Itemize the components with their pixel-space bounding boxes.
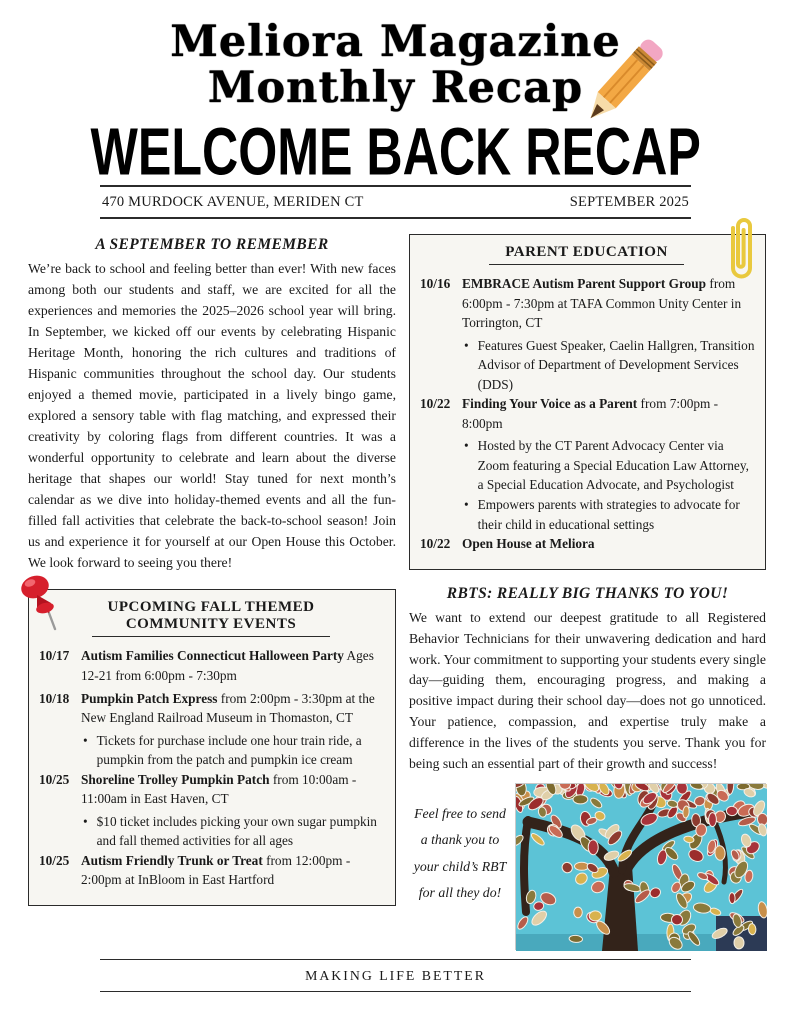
event-bullet [418, 336, 755, 395]
event-body [81, 689, 385, 728]
community-events-box [28, 589, 396, 905]
september-article-body: We’re back to school and feeling better than ever! With new faces among both our students and staff, we are excited for all the experiences and memories the 2025–2026 school year will bring. In September, we kicked off our events by celebrating Hispanic Heritage Month, honoring the rich cultures and traditions of Hispanic communities throughout the school day. Our students enjoyed a themed movie, participated in a lively bingo game, explored a sensory table with flag matching, and expressed their creativity by coloring flags from different countries. It was a wonderful opportunity to celebrate and learn about the diverse heritage that shapes our world! Stay tuned for next month’s calendar as we dive into holiday-themed events and all the fun-filled fall activities that celebrate the back-to-school season! Join us and experience it for yourself at our Open House this October. We look forward to seeing you there! [28, 261, 396, 570]
event-detail: from 2:00pm - 3:30pm at the New England Railroad Museum in Thomaston, CT [81, 690, 375, 726]
event-row [37, 851, 385, 890]
magazine-title-line2: Monthly Recap [207, 62, 584, 113]
event-body [462, 274, 755, 333]
event-date: 10/25 [39, 771, 70, 787]
event-date: 10/17 [39, 648, 70, 664]
event-row [418, 274, 755, 333]
september-article [28, 236, 396, 573]
address-bar [100, 187, 691, 217]
bullet-text: • Hosted by the CT Parent Advocacy Center via Zoom featuring a Special Education Law Attorney, a Special Education Advocate, and Psychologist [477, 438, 749, 493]
event-detail: from 12:00pm - 2:00pm at InBloom in East Hartford [81, 852, 351, 888]
event-text [81, 853, 350, 888]
headline-wrap [0, 115, 791, 190]
footer-tagline: MAKING LIFE BETTER [305, 968, 486, 984]
rbts-article-title: RBTS: REALLY BIG THANKS TO YOU! [446, 584, 729, 602]
event-text [462, 536, 595, 551]
rbt-thankyou-caption: Feel free to send a thank you to your child’s RBT for all they do! [413, 806, 507, 900]
september-article-title: A SEPTEMBER TO REMEMBER [95, 236, 329, 254]
event-title: Pumpkin Patch Express [81, 690, 218, 706]
event-title: EMBRACE Autism Parent Support Group [462, 276, 707, 292]
event-date: 10/25 [39, 852, 70, 868]
event-body [81, 646, 385, 685]
address-text: 470 MURDOCK AVENUE, MERIDEN CT [102, 194, 364, 211]
parent-education-box [409, 234, 766, 569]
bullet-text: • Empowers parents with strategies to advocate for their child in educational settings [477, 497, 740, 532]
event-text [462, 276, 741, 330]
event-title: Open House at Meliora [462, 536, 595, 552]
bullet-text: • $10 ticket includes picking your own sugar pumpkin and fall themed activities for all ages [96, 813, 377, 849]
event-row [418, 394, 755, 433]
magazine-title-line1: Meliora Magazine [170, 17, 621, 67]
event-title: Shoreline Trolley Pumpkin Patch [81, 771, 270, 787]
event-date: 10/18 [39, 690, 70, 706]
community-events-title-line1: UPCOMING FALL THEMED [107, 599, 315, 616]
thankful-tree-photo [515, 783, 766, 950]
footer [100, 959, 691, 992]
event-row [37, 770, 385, 809]
event-bullet [418, 495, 755, 534]
event-row [37, 689, 385, 728]
parent-education-title: PARENT EDUCATION [489, 244, 684, 265]
event-detail: from 10:00am - 11:00am in East Haven, CT [81, 771, 357, 807]
event-row [37, 646, 385, 685]
event-title: Finding Your Voice as a Parent [462, 396, 638, 412]
bullet-text: • Features Guest Speaker, Caelin Hallgren, Transition Advisor of Department of Development Services (DDS) [477, 337, 755, 392]
rbts-article [409, 585, 766, 951]
left-column [28, 234, 396, 950]
event-text [462, 396, 718, 431]
event-body [462, 534, 755, 554]
paperclip-icon [724, 214, 758, 294]
event-body [81, 770, 385, 809]
footer-rule-bottom [100, 991, 691, 992]
event-detail: Ages 12-21 from 6:00pm - 7:30pm [81, 648, 374, 683]
event-date: 10/22 [420, 536, 451, 552]
community-events-title-line2: COMMUNITY EVENTS [125, 616, 297, 633]
event-title: Autism Families Connecticut Halloween Party [81, 648, 344, 664]
event-bullet [418, 436, 755, 495]
issue-date: SEPTEMBER 2025 [569, 194, 689, 211]
rbts-article-body: We want to extend our deepest gratitude to all Registered Behavior Technicians for their unwavering dedication and hard work. Your commitment to supporting your students every single day—guiding them, encouraging progress, and making a positive impact during their school day—does not go unnoticed. Your patience, compassion, and expertise truly make a difference in the lives of the students you serve. Thank you for being such an essential part of their growth and success! [409, 609, 766, 772]
event-detail: from 6:00pm - 7:30pm at TAFA Common Unity Center in Torrington, CT [462, 276, 742, 331]
event-text [81, 691, 375, 726]
right-column [409, 234, 766, 950]
event-text [81, 648, 374, 683]
community-events-title [92, 599, 331, 637]
event-date: 10/16 [420, 276, 451, 292]
event-row [418, 534, 755, 554]
event-detail: from 7:00pm - 8:00pm [462, 396, 719, 431]
event-body [462, 394, 755, 433]
event-title: Autism Friendly Trunk or Treat [81, 852, 263, 868]
event-bullet [37, 812, 385, 851]
event-text [81, 772, 356, 807]
masthead [0, 0, 791, 190]
event-bullet [37, 731, 385, 770]
main-content [0, 219, 791, 950]
pushpin-icon [15, 573, 71, 635]
event-body [81, 851, 385, 890]
event-date: 10/22 [420, 396, 451, 412]
bullet-text: • Tickets for purchase include one hour train ride, a pumpkin from the patch and pumpkin ice cream [96, 732, 362, 768]
rbts-bottom-row [409, 783, 766, 950]
headline: WELCOME BACK RECAP [90, 115, 701, 190]
